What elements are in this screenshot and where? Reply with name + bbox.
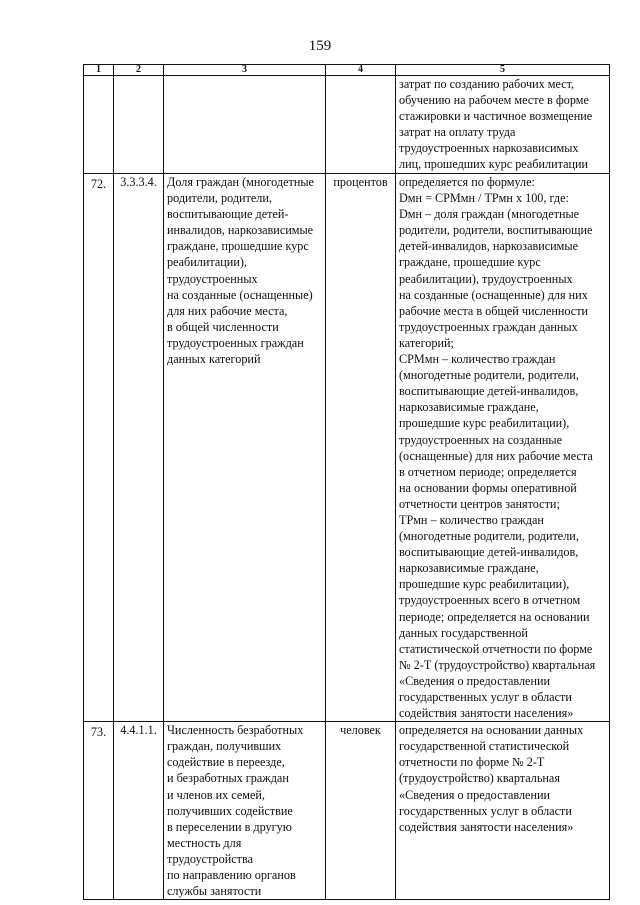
text-line: прошедшие курс реабилитации), [399,416,570,431]
continuation-method-cell [396,76,610,174]
text-line: воспитывающие детей- [167,207,289,222]
text-line: на основании формы оперативной [399,480,577,495]
text-line: (трудоустройство) квартальная [399,771,560,786]
text-line: реабилитации), трудоустроенных [399,271,573,286]
continuation-row [84,76,610,174]
row-code: 4.4.1.1. [114,722,164,900]
text-line: граждане, прошедшие курс [167,239,309,254]
text-line: содействие в переезде, [167,755,285,770]
text-line: государственной статистической [399,739,570,754]
text-line: граждане, прошедшие курс [399,255,541,270]
text-line: «Сведения о предоставлении [399,673,551,688]
text-line: наркозависимые граждане, [399,561,539,576]
unit-cell: процентов [326,174,396,722]
text-line: содействия занятости населения» [399,819,574,834]
text-line: № 2-Т (трудоустройство) квартальная [399,657,596,672]
text-line: воспитывающие детей-инвалидов, [399,384,579,399]
text-line: инвалидов, наркозависимые [167,223,314,238]
indicator-name-cell [164,174,326,722]
text-line: определяется по формуле: [399,175,535,189]
text-line: Dмн = СРМмн / ТРмн x 100, где: [399,191,569,206]
text-line: ТРмн – количество граждан [399,512,544,527]
text-line: по направлению органов [167,868,296,883]
text-line: службы занятости [167,884,262,899]
text-line: стажировки и частичное возмещение [399,109,593,124]
text-line: на созданные (оснащенные) [167,287,313,302]
text-line: Численность безработных [167,723,304,738]
text-line: трудоустроенных граждан данных [399,319,578,334]
column-header-4: 4 [326,65,396,76]
text-line: СРМмн – количество граждан [399,352,556,367]
unit-cell: человек [326,722,396,900]
table-row [84,174,610,722]
text-line: затрат на оплату труда [399,125,516,140]
text-line: прошедшие курс реабилитации), [399,577,570,592]
text-line: местность для [167,835,242,850]
text-line: отчетности по форме № 2-Т [399,755,545,770]
indicator-name-cell [164,722,326,900]
text-line: получивших содействие [167,803,293,818]
text-line: периоде; определяется на основании [399,609,590,624]
text-line: содействия занятости населения» [399,706,574,721]
text-line: в отчетном периоде; определяется [399,464,577,479]
method-cell [396,722,610,900]
text-line: обучению на рабочем месте в форме [399,93,589,108]
text-line: категорий; [399,335,454,350]
text-line: трудоустроенных всего в отчетном [399,593,581,608]
text-line: статистической отчетности по форме [399,641,593,656]
text-line: Доля граждан (многодетные [167,175,314,189]
text-line: определяется на основании данных [399,723,584,738]
continuation-unit-cell [326,76,396,174]
continuation-name-cell [164,76,326,174]
text-line: (многодетные родители, родители, [399,529,579,544]
continuation-num-cell [84,76,114,174]
text-line: граждан, получивших [167,739,282,754]
text-line: родители, родители, воспитывающие [399,223,593,238]
text-line: Dмн – доля граждан (многодетные [399,207,580,222]
text-line: и членов их семей, [167,787,265,802]
text-line: данных государственной [399,625,528,640]
text-line: «Сведения о предоставлении [399,787,551,802]
text-line: трудоустроенных на созданные [399,432,562,447]
continuation-code-cell [114,76,164,174]
column-header-row [84,65,610,76]
text-line: государственных услуг в области [399,690,572,704]
text-line: государственных услуг в области [399,803,572,818]
text-line: (оснащенные) для них рабочие места [399,448,593,463]
text-line: для них рабочие места, [167,303,288,318]
text-line: лиц, прошедших курс реабилитации [399,157,589,172]
row-code: 3.3.3.4. [114,174,164,722]
text-line: трудоустроенных [167,271,258,286]
text-line: детей-инвалидов, наркозависимые [399,239,578,254]
text-line: (многодетные родители, родители, [399,368,579,383]
text-line: рабочие места в общей численности [399,303,589,318]
text-line: в общей численности [167,319,279,334]
text-line: отчетности центров занятости; [399,496,560,511]
row-number: 73. [84,722,114,900]
column-header-2: 2 [114,65,164,76]
text-line: трудоустроенных наркозависимых [399,141,579,156]
text-line: в переселении в другую [167,819,292,834]
text-line: родители, родители, [167,191,272,206]
text-line: наркозависимые граждане, [399,400,539,415]
row-number: 72. [84,174,114,722]
text-line: трудоустроенных граждан [167,335,304,350]
table-row [84,722,610,900]
page-number: 159 [308,38,332,54]
column-header-3: 3 [164,65,326,76]
text-line: данных категорий [167,352,261,367]
method-cell [396,174,610,722]
column-header-1: 1 [84,65,114,76]
text-line: трудоустройства [167,851,253,866]
text-line: затрат по созданию рабочих мест, [399,77,575,91]
indicators-table [83,64,610,900]
text-line: реабилитации), [167,255,247,270]
column-header-5: 5 [396,65,610,76]
text-line: на созданные (оснащенные) для них [399,287,588,302]
text-line: воспитывающие детей-инвалидов, [399,545,579,560]
text-line: и безработных граждан [167,771,289,786]
